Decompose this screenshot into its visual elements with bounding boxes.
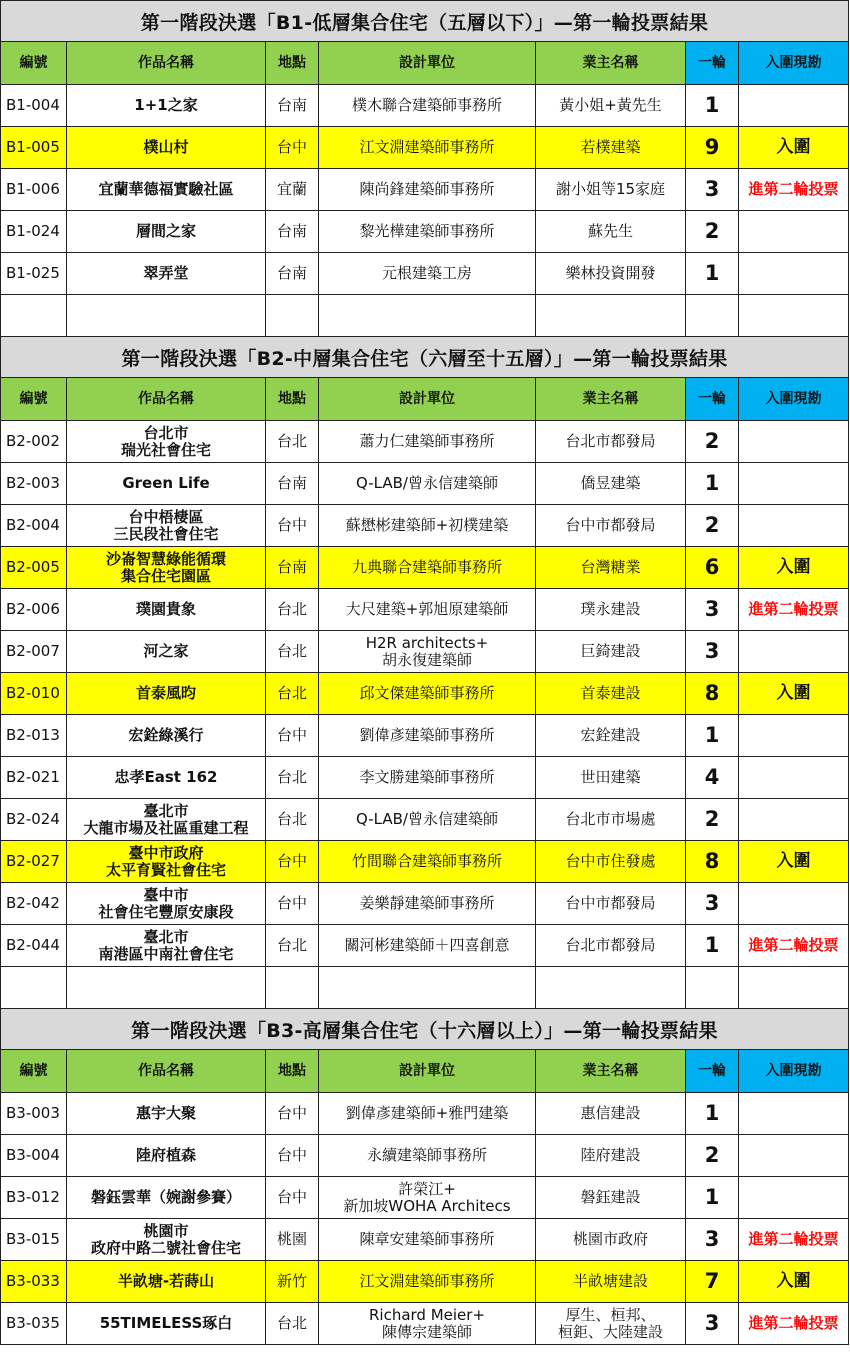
code-cell: B1-006 — [1, 169, 67, 210]
site-visit-header: 入圍現勘 — [739, 1050, 849, 1092]
first-round-votes-cell: 1 — [686, 85, 739, 126]
code-cell: B2-005 — [1, 547, 67, 588]
owner-header: 業主名稱 — [536, 378, 686, 420]
table-header-row — [1, 42, 849, 85]
work-name-header: 作品名稱 — [67, 42, 266, 84]
work-name-cell: 半畝塘-若蒔山 — [67, 1261, 266, 1302]
table-row — [1, 841, 849, 883]
table-row — [1, 85, 849, 127]
designer-cell: 黎光樺建築師事務所 — [319, 211, 536, 252]
first-round-votes-cell: 1 — [686, 1093, 739, 1134]
code-header: 編號 — [1, 378, 67, 420]
code-cell — [1, 295, 67, 336]
location-cell: 台南 — [266, 547, 319, 588]
owner-cell: 台灣糖業 — [536, 547, 686, 588]
location-cell: 台南 — [266, 211, 319, 252]
first-round-votes-cell: 6 — [686, 547, 739, 588]
site-visit-result-cell — [739, 295, 849, 336]
designer-cell: Q-LAB/曾永信建築師 — [319, 463, 536, 504]
site-visit-header: 入圍現勘 — [739, 42, 849, 84]
table-row — [1, 169, 849, 211]
site-visit-header: 入圍現勘 — [739, 378, 849, 420]
location-cell — [266, 295, 319, 336]
code-header: 編號 — [1, 1050, 67, 1092]
owner-cell: 樂林投資開發 — [536, 253, 686, 294]
location-header: 地點 — [266, 378, 319, 420]
owner-cell: 桃園市政府 — [536, 1219, 686, 1260]
first-round-header: 一輪 — [686, 42, 739, 84]
empty-table-row — [1, 295, 849, 337]
work-name-cell: 55TIMELESS琢白 — [67, 1303, 266, 1344]
table-row — [1, 253, 849, 295]
site-visit-result-cell — [739, 631, 849, 672]
owner-cell: 若樸建築 — [536, 127, 686, 168]
table-row — [1, 1177, 849, 1219]
site-visit-result-cell — [739, 253, 849, 294]
code-cell: B2-021 — [1, 757, 67, 798]
code-cell: B2-010 — [1, 673, 67, 714]
site-visit-result-cell — [739, 715, 849, 756]
owner-cell: 半畝塘建設 — [536, 1261, 686, 1302]
code-cell: B2-042 — [1, 883, 67, 924]
table-row — [1, 673, 849, 715]
code-cell: B2-002 — [1, 421, 67, 462]
work-name-cell: 河之家 — [67, 631, 266, 672]
work-name-cell: 宜蘭華德福實驗社區 — [67, 169, 266, 210]
work-name-cell: Green Life — [67, 463, 266, 504]
section-b1 — [1, 1, 849, 337]
code-cell: B3-003 — [1, 1093, 67, 1134]
work-name-cell: 臺北市 南港區中南社會住宅 — [67, 925, 266, 966]
work-name-cell: 翠弄堂 — [67, 253, 266, 294]
first-round-header: 一輪 — [686, 1050, 739, 1092]
location-cell: 台南 — [266, 85, 319, 126]
first-round-votes-cell: 3 — [686, 1219, 739, 1260]
designer-cell: 關河彬建築師＋四喜創意 — [319, 925, 536, 966]
section-title: 第一階段決選「B1-低層集合住宅（五層以下）」—第一輪投票結果 — [1, 1, 849, 42]
work-name-cell: 沙崙智慧綠能循環 集合住宅園區 — [67, 547, 266, 588]
work-name-cell: 樸山村 — [67, 127, 266, 168]
first-round-votes-cell: 3 — [686, 1303, 739, 1344]
first-round-votes-cell: 3 — [686, 883, 739, 924]
designer-cell: 陳尚鋒建築師事務所 — [319, 169, 536, 210]
code-cell: B2-004 — [1, 505, 67, 546]
table-row — [1, 757, 849, 799]
designer-header: 設計單位 — [319, 1050, 536, 1092]
location-cell: 台南 — [266, 253, 319, 294]
designer-cell: 竹間聯合建築師事務所 — [319, 841, 536, 882]
table-row — [1, 589, 849, 631]
owner-cell: 巨錡建設 — [536, 631, 686, 672]
designer-cell: 姜樂靜建築師事務所 — [319, 883, 536, 924]
designer-cell: 樸木聯合建築師事務所 — [319, 85, 536, 126]
first-round-votes-cell: 2 — [686, 421, 739, 462]
table-row — [1, 211, 849, 253]
designer-cell: 蘇懋彬建築師+初樸建築 — [319, 505, 536, 546]
location-cell: 台北 — [266, 673, 319, 714]
site-visit-result-cell — [739, 1093, 849, 1134]
first-round-votes-cell: 3 — [686, 631, 739, 672]
code-cell: B3-004 — [1, 1135, 67, 1176]
designer-cell: 元根建築工房 — [319, 253, 536, 294]
code-cell: B1-024 — [1, 211, 67, 252]
site-visit-result-cell: 入圍 — [739, 547, 849, 588]
work-name-cell: 台中梧棲區 三民段社會住宅 — [67, 505, 266, 546]
code-header: 編號 — [1, 42, 67, 84]
location-header: 地點 — [266, 42, 319, 84]
owner-cell: 僑昱建築 — [536, 463, 686, 504]
owner-cell: 宏銓建設 — [536, 715, 686, 756]
location-cell: 台北 — [266, 421, 319, 462]
section-b2 — [1, 337, 849, 1009]
designer-cell: 李文勝建築師事務所 — [319, 757, 536, 798]
owner-cell: 惠信建設 — [536, 1093, 686, 1134]
site-visit-result-cell — [739, 421, 849, 462]
table-row — [1, 883, 849, 925]
first-round-votes-cell: 7 — [686, 1261, 739, 1302]
first-round-votes-cell: 1 — [686, 253, 739, 294]
designer-cell: 許榮江+ 新加坡WOHA Architecs — [319, 1177, 536, 1218]
work-name-cell: 臺北市 大龍市場及社區重建工程 — [67, 799, 266, 840]
code-cell: B2-044 — [1, 925, 67, 966]
site-visit-result-cell — [739, 463, 849, 504]
code-cell: B3-015 — [1, 1219, 67, 1260]
owner-header: 業主名稱 — [536, 1050, 686, 1092]
table-row — [1, 1261, 849, 1303]
location-cell: 新竹 — [266, 1261, 319, 1302]
work-name-cell: 層間之家 — [67, 211, 266, 252]
work-name-header: 作品名稱 — [67, 378, 266, 420]
work-name-header: 作品名稱 — [67, 1050, 266, 1092]
location-cell: 台北 — [266, 1303, 319, 1344]
work-name-cell: 台北市 瑞光社會住宅 — [67, 421, 266, 462]
designer-cell: 九典聯合建築師事務所 — [319, 547, 536, 588]
site-visit-result-cell: 入圍 — [739, 673, 849, 714]
section-title: 第一階段決選「B2-中層集合住宅（六層至十五層）」—第一輪投票結果 — [1, 337, 849, 378]
work-name-cell — [67, 295, 266, 336]
code-cell: B2-006 — [1, 589, 67, 630]
location-cell: 台中 — [266, 883, 319, 924]
first-round-votes-cell: 2 — [686, 1135, 739, 1176]
site-visit-result-cell — [739, 799, 849, 840]
table-row — [1, 1303, 849, 1345]
site-visit-result-cell: 進第二輪投票 — [739, 1219, 849, 1260]
first-round-votes-cell: 4 — [686, 757, 739, 798]
owner-cell: 台北市都發局 — [536, 421, 686, 462]
first-round-votes-cell — [686, 967, 739, 1008]
owner-cell: 璞永建設 — [536, 589, 686, 630]
first-round-votes-cell — [686, 295, 739, 336]
first-round-votes-cell: 8 — [686, 673, 739, 714]
code-cell: B2-013 — [1, 715, 67, 756]
first-round-votes-cell: 9 — [686, 127, 739, 168]
code-cell: B1-004 — [1, 85, 67, 126]
code-cell: B2-027 — [1, 841, 67, 882]
table-header-row — [1, 1050, 849, 1093]
designer-cell: H2R architects+ 胡永復建築師 — [319, 631, 536, 672]
location-cell — [266, 967, 319, 1008]
table-row — [1, 715, 849, 757]
site-visit-result-cell: 進第二輪投票 — [739, 925, 849, 966]
table-row — [1, 463, 849, 505]
location-cell: 台中 — [266, 1135, 319, 1176]
location-cell: 台北 — [266, 631, 319, 672]
location-cell: 台中 — [266, 127, 319, 168]
owner-cell: 磐鈺建設 — [536, 1177, 686, 1218]
code-cell: B2-024 — [1, 799, 67, 840]
designer-header: 設計單位 — [319, 42, 536, 84]
first-round-votes-cell: 8 — [686, 841, 739, 882]
site-visit-result-cell: 入圍 — [739, 841, 849, 882]
owner-cell: 台中市住發處 — [536, 841, 686, 882]
section-b3 — [1, 1009, 849, 1345]
site-visit-result-cell: 進第二輪投票 — [739, 589, 849, 630]
owner-cell: 陸府建設 — [536, 1135, 686, 1176]
designer-cell: 陳章安建築師事務所 — [319, 1219, 536, 1260]
owner-cell: 黃小姐+黃先生 — [536, 85, 686, 126]
location-cell: 台南 — [266, 463, 319, 504]
designer-cell: 劉偉彥建築師事務所 — [319, 715, 536, 756]
work-name-cell: 陸府植森 — [67, 1135, 266, 1176]
site-visit-result-cell: 入圍 — [739, 1261, 849, 1302]
location-cell: 台中 — [266, 841, 319, 882]
table-row — [1, 1135, 849, 1177]
work-name-cell: 1+1之家 — [67, 85, 266, 126]
owner-cell: 台北市市場處 — [536, 799, 686, 840]
first-round-votes-cell: 2 — [686, 799, 739, 840]
designer-cell: 蕭力仁建築師事務所 — [319, 421, 536, 462]
site-visit-result-cell — [739, 1177, 849, 1218]
table-header-row — [1, 378, 849, 421]
code-cell: B3-033 — [1, 1261, 67, 1302]
designer-cell: 大尺建築+郭旭原建築師 — [319, 589, 536, 630]
table-row — [1, 547, 849, 589]
table-row — [1, 127, 849, 169]
first-round-votes-cell: 3 — [686, 169, 739, 210]
site-visit-result-cell — [739, 505, 849, 546]
designer-cell — [319, 967, 536, 1008]
designer-cell — [319, 295, 536, 336]
table-row — [1, 631, 849, 673]
first-round-votes-cell: 1 — [686, 925, 739, 966]
work-name-cell: 惠宇大聚 — [67, 1093, 266, 1134]
designer-cell: Q-LAB/曾永信建築師 — [319, 799, 536, 840]
code-cell: B2-003 — [1, 463, 67, 504]
location-cell: 桃園 — [266, 1219, 319, 1260]
location-cell: 台中 — [266, 1177, 319, 1218]
site-visit-result-cell — [739, 757, 849, 798]
owner-cell — [536, 295, 686, 336]
work-name-cell: 磐鈺雲華（婉謝參賽） — [67, 1177, 266, 1218]
table-row — [1, 1219, 849, 1261]
location-cell: 台北 — [266, 757, 319, 798]
first-round-votes-cell: 1 — [686, 463, 739, 504]
first-round-votes-cell: 3 — [686, 589, 739, 630]
code-cell: B1-025 — [1, 253, 67, 294]
work-name-cell — [67, 967, 266, 1008]
owner-cell: 厚生、桓邦、 桓鉅、大陸建設 — [536, 1303, 686, 1344]
code-cell: B3-035 — [1, 1303, 67, 1344]
location-cell: 台北 — [266, 799, 319, 840]
owner-cell: 台中市都發局 — [536, 883, 686, 924]
code-cell: B1-005 — [1, 127, 67, 168]
work-name-cell: 忠孝East 162 — [67, 757, 266, 798]
designer-cell: 江文淵建築師事務所 — [319, 1261, 536, 1302]
location-cell: 台中 — [266, 715, 319, 756]
first-round-header: 一輪 — [686, 378, 739, 420]
owner-cell: 蘇先生 — [536, 211, 686, 252]
work-name-cell: 臺中市政府 太平育賢社會住宅 — [67, 841, 266, 882]
site-visit-result-cell: 進第二輪投票 — [739, 169, 849, 210]
site-visit-result-cell — [739, 211, 849, 252]
code-cell: B2-007 — [1, 631, 67, 672]
designer-cell: 劉偉彥建築師+雅門建築 — [319, 1093, 536, 1134]
location-cell: 台中 — [266, 1093, 319, 1134]
designer-cell: 江文淵建築師事務所 — [319, 127, 536, 168]
first-round-votes-cell: 1 — [686, 715, 739, 756]
location-cell: 台中 — [266, 505, 319, 546]
site-visit-result-cell: 進第二輪投票 — [739, 1303, 849, 1344]
table-row — [1, 1093, 849, 1135]
owner-cell: 首泰建設 — [536, 673, 686, 714]
section-title: 第一階段決選「B3-高層集合住宅（十六層以上）」—第一輪投票結果 — [1, 1009, 849, 1050]
site-visit-result-cell — [739, 967, 849, 1008]
owner-cell: 世田建築 — [536, 757, 686, 798]
work-name-cell: 璞園貴象 — [67, 589, 266, 630]
table-row — [1, 505, 849, 547]
location-header: 地點 — [266, 1050, 319, 1092]
work-name-cell: 首泰風昀 — [67, 673, 266, 714]
owner-header: 業主名稱 — [536, 42, 686, 84]
empty-table-row — [1, 967, 849, 1009]
code-cell: B3-012 — [1, 1177, 67, 1218]
site-visit-result-cell: 入圍 — [739, 127, 849, 168]
work-name-cell: 臺中市 社會住宅豐原安康段 — [67, 883, 266, 924]
designer-cell: 永續建築師事務所 — [319, 1135, 536, 1176]
work-name-cell: 宏銓綠溪行 — [67, 715, 266, 756]
site-visit-result-cell — [739, 883, 849, 924]
first-round-votes-cell: 2 — [686, 505, 739, 546]
code-cell — [1, 967, 67, 1008]
owner-cell: 台中市都發局 — [536, 505, 686, 546]
location-cell: 台北 — [266, 589, 319, 630]
designer-cell: 邱文傑建築師事務所 — [319, 673, 536, 714]
site-visit-result-cell — [739, 1135, 849, 1176]
owner-cell: 台北市都發局 — [536, 925, 686, 966]
first-round-votes-cell: 2 — [686, 211, 739, 252]
owner-cell — [536, 967, 686, 1008]
owner-cell: 謝小姐等15家庭 — [536, 169, 686, 210]
table-row — [1, 925, 849, 967]
location-cell: 台北 — [266, 925, 319, 966]
designer-cell: Richard Meier+ 陳傳宗建築師 — [319, 1303, 536, 1344]
location-cell: 宜蘭 — [266, 169, 319, 210]
table-row — [1, 799, 849, 841]
work-name-cell: 桃園市 政府中路二號社會住宅 — [67, 1219, 266, 1260]
site-visit-result-cell — [739, 85, 849, 126]
first-round-votes-cell: 1 — [686, 1177, 739, 1218]
table-row — [1, 421, 849, 463]
designer-header: 設計單位 — [319, 378, 536, 420]
